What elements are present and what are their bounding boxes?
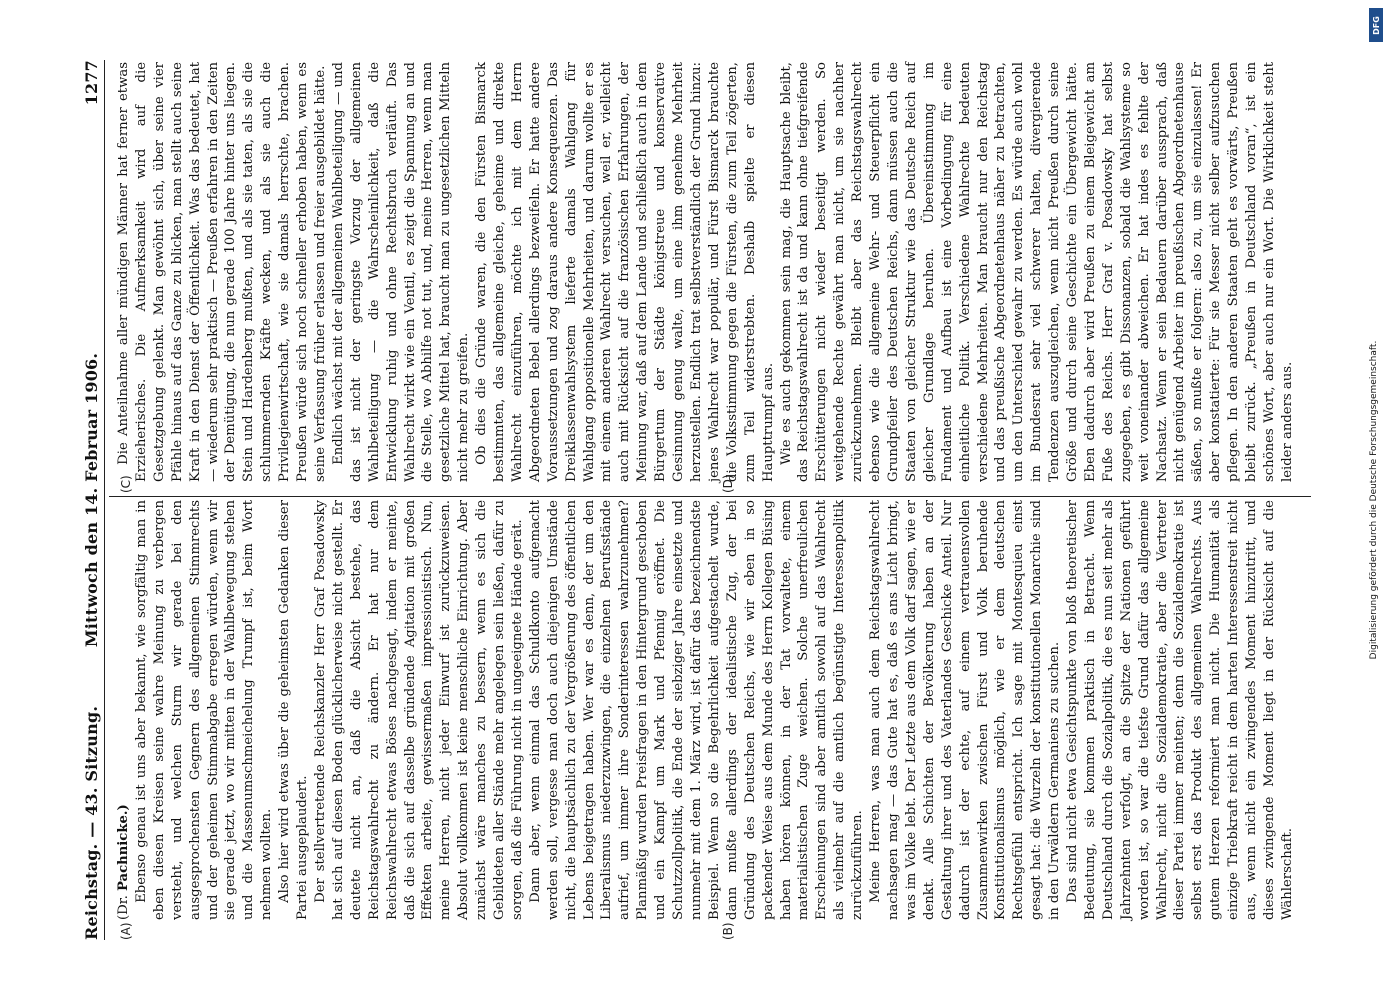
margin-marker-b: (B) bbox=[721, 922, 735, 940]
page-header bbox=[71, 60, 105, 940]
paragraph: Ob dies die Gründe waren, die den Fürsten Bismarck bestimmten, das allgemeine gleiche, geheime und direkte Wahlrecht einzuführen, möchte ich mit dem Herrn Abgeordneten Bebel allerdings bezweifeln. Er hatte andere Voraussetzungen und zog daraus andere Konsequenzen. Das Dreiklassenwahlsystem lieferte damals Wahlgang für Wahlgang oppositionelle Mehrheiten, und darum wollte er es mit einem anderen Wahlrecht versuchen, weil er, vielleicht auch mit Rücksicht auf die französischen Erfahrungen, der Meinung war, daß auf dem Lande und schließlich auch in dem Bürgertum der Städte königstreue und konservative Gesinnung genug walte, um eine ihm genehme Mehrheit herzustellen. Endlich trat selbstverständlich der Grund hinzu: jenes Wahlrecht war populär, und Fürst Bismarck brauchte die Volksstimmung gegen die Fürsten, die zum Teil zögerten, zum Teil widerstrebten. Deshalb spielte er diesen Haupttrumpf aus. bbox=[474, 62, 776, 482]
page-number: 1277 bbox=[82, 60, 101, 106]
column-divider bbox=[109, 496, 1311, 497]
header-date: Mittwoch den 14. Februar 1906. bbox=[82, 352, 101, 648]
speaker-name: Pachnicke.) bbox=[116, 804, 131, 892]
paragraph: Dann aber, wenn einmal das Schuldkonto aufgemacht werden soll, vergesse man doch auch diejenigen Umstände nicht, die hauptsächlich zu der Vergrößerung des öffentlichen Lebens beigetragen haben. Wer war es denn, der um den Liberalismus niederzuzwingen, die einzelnen Berufsstände aufrief, um immer ihre Sonderinteressen wahrzunehmen? Planmäßig wurden Preisfragen in den Hintergrund geschoben und ein Kampf um Mark und Pfennig eröffnet. Die Schutzzollpolitik, die Ende der siebziger Jahre einsetzte und nunmehr mit dem 1. März wird, ist dafür das bezeichnendste Beispiel. Wenn so die Begehrlichkeit aufgestachelt wurde, dann mußte allerdings der idealistische Zug, der bei Gründung des Deutschen Reichs, wie wir eben in so packender Weise aus dem Munde des Herrn Kollegen Büsing haben hören können, in der Tat vorwaltete, einem materialistischen Zuge weichen. Solche unerfreulichen Erscheinungen sind aber amtlich sowohl auf das Wahlrecht als vielmehr auf die amtlich begünstigte Interessenpolitik zurückzuführen. bbox=[527, 500, 866, 920]
right-column bbox=[115, 62, 1311, 482]
speaker-prefix: (Dr. bbox=[116, 895, 131, 920]
header-left-title: Reichstag. — 43. Sitzung. bbox=[82, 705, 101, 940]
paragraph: Das sind nicht etwa Gesichtspunkte von bloß theoretischer Bedeutung, sie kommen praktisch in Betracht. Wenn Deutschland durch die Sozialpolitik, die es nun seit mehr als Jahrzehnten verfolgt, an die Spitze der Nationen geführt worden ist, so war die tiefste Grund dafür das allgemeine Wahlrecht, nicht die Sozialdemokratie, aber die Vertreter dieser Partei immer meinten; denn die Sozialdemokratie ist selbst erst das Produkt des allgemeinen Wahlrechts. Aus gutem Herzen reformiert man nicht. Die Humanität als einzige Triebkraft reicht in dem harten Interessenstreit nicht aus, wenn nicht ein zwingendes Moment hinzutritt, und dieses zwingende Moment liegt in der Rücksicht auf die Wählerschaft. bbox=[1065, 500, 1295, 920]
paragraph: Der stellvertretende Reichskanzler Herr Graf Posadowsky hat sich auf diesen Boden glücklicherweise nicht gestellt. Er deutete nicht an, daß die Absicht bestehe, das Reichstagswahlrecht zu ändern. Er hat nur dem Reichswahlrecht etwas Böses nachgesagt, indem er meinte, daß die sich auf dasselbe gründende Agitation mit großen Effekten arbeite, gewissermaßen impressionistisch. Nun, meine Herren, nicht jeder Einwurf ist zurückzuweisen. Absolut vollkommen ist keine menschliche Einrichtung. Aber zunächst wäre manches zu bessern, wenn es sich die Gebildeten aller Stände mehr angelegen sein ließen, dafür zu sorgen, daß die Führung nicht in ungeeignete Hände gerät. bbox=[312, 500, 525, 920]
paragraph: Wie es auch gekommen sein mag, die Hauptsache bleibt, das Reichstagswahlrecht ist da und kann ohne tiefgreifende Erschütterungen nicht wieder beseitigt werden. So weitgehende Rechte gewährt man nicht, um sie nachher zurückzunehmen. Bleibt aber das Reichstagswahlrecht ebenso wie die allgemeine Wehr- und Steuerpflicht ein Grundpfeiler des Deutschen Reichs, dann müssen auch die Staaten von gleicher Struktur wie das Deutsche Reich auf gleicher Grundlage beruhen. Übereinstimmung im Fundament und Aufbau ist eine Vorbedingung für eine einheitliche Politik. Verschiedene Wahlrechte bedeuten verschiedene Mehrheiten. Man braucht nur den Reichstag und das preußische Abgeordnetenhaus näher zu betrachten, um den Unterschied gewahr zu werden. Es würde auch wohl im Bundesrat sehr viel schwerer halten, divergierende Tendenzen auszugleichen, wenn nicht Preußen durch seine Größe und durch seine Geschichte ein Übergewicht hätte. Eben dadurch aber wird Preußen zu einem Bleigewicht am Fuße des Reichs. Herr Graf v. Posadowsky hat selbst zugegeben, es gibt Dissonanzen, sobald die Wahlsysteme so weit voneinander abweichen. Er hat indes es fehlte der Nachsatz. Wenn er sein Bedauern darüber aussprach, daß nicht genügend Arbeiter im preußischen Abgeordnetenhause säßen, so mußte er folgern: also zu, um sie einzulassen! Er aber konstatierte: Für sie Messer nicht selber aufzusuchen pflegen. In den anderen Staaten geht es vorwärts, Preußen bleibt zurück. „Preußen in Deutschland voran“, ist ein schönes Wort, aber auch nur ein Wort. Die Wirklichkeit steht leider anders aus. bbox=[778, 62, 1295, 482]
margin-marker-c: (C) bbox=[119, 475, 133, 493]
paragraph: Meine Herren, was man auch dem Reichstagswahlrecht nachsagen mag — das Gute hat es, daß es ans Licht bringt, was im Volke lebt. Der Letzte aus dem Volk darf sagen, wie er denkt. Alle Schichten der Bevölkerung haben an der Gestaltung ihrer und des Vaterlandes Geschicke Anteil. Nur dadurch ist der echte, auf einem vertrauensvollen Zusammenwirken zwischen Fürst und Volk beruhende Konstitutionalismus möglich, wie er dem deutschen Rechtsgefühl entspricht. Ich sage mit Montesquieu einst gesagt hat: die Wurzeln der konstitutionellen Monarchie sind in den Urwäldern Germaniens zu suchen. bbox=[868, 500, 1063, 920]
margin-marker-a: (A) bbox=[119, 922, 133, 940]
digitization-credit bbox=[1367, 8, 1381, 992]
paragraph: Ebenso genau ist uns aber bekannt, wie sorgfältig man in eben diesen Kreisen seine wahre Meinung zu verbergen versteht, und welchen Sturm wir gerade bei den ausgesprochensten Gegnern des allgemeinen Stimmrechts und der geheimen Stimmabgabe erregen würden, wenn wir sie gerade jetzt, wo wir mitten in der Wahlbewegung stehen und die Massenumschmeichelung Trumpf ist, beim Wort nehmen wollten. bbox=[133, 500, 275, 920]
document-page bbox=[71, 60, 1311, 940]
left-column bbox=[115, 500, 1311, 920]
dfg-logo-text: DFG bbox=[1371, 15, 1381, 35]
paragraph: Endlich wächst mit der allgemeinen Wahlbeteiligung — und das ist nicht der geringste Vorzug der allgemeinen Wahlbeteiligung — die Wahrscheinlichkeit, daß die Entwicklung ruhig und ohne Rechtsbruch verläuft. Das Wahlrecht wirkt wie ein Ventil, es zeigt die Spannung an und die Stelle, wo Abhilfe not tut, und, meine Herren, wenn man gesetzliche Mittel hat, braucht man zu ungesetzlichen Mitteln nicht mehr zu greifen. bbox=[330, 62, 472, 482]
speaker-line bbox=[115, 500, 133, 920]
paragraph: Die Anteilnahme aller mündigen Männer hat ferner etwas Erzieherisches. Die Aufmerksamkeit wird auf die Gesetzgebung gelenkt. Man gewöhnt sich, über seine vier Pfähle hinaus auf das Ganze zu blicken, man stellt auch seine Kraft in den Dienst der Öffentlichkeit. Was das bedeutet, hat — wiederum sehr praktisch — Preußen erfahren in den Zeiten der Demütigung, die nun gerade 100 Jahre hinter uns liegen. Stein und Hardenberg mußten, und als sie taten, als sie die schlummernden Kräfte wecken, und als sie auch die Privilegienwirtschaft, wie sie damals herrschte, brachen. Preußen würde sich noch schneller erhoben haben, wenn es seine Verfassung früher erlassen und freier ausgebildet hätte. bbox=[116, 62, 328, 482]
paragraph: Also hier wird etwas über die geheimsten Gedanken dieser Partei ausgeplaudert. bbox=[277, 500, 311, 920]
credit-text: Digitalisierung gefördert durch die Deutsche Forschungsgemeinschaft. bbox=[1369, 340, 1379, 660]
margin-marker-d: (D) bbox=[721, 474, 735, 493]
